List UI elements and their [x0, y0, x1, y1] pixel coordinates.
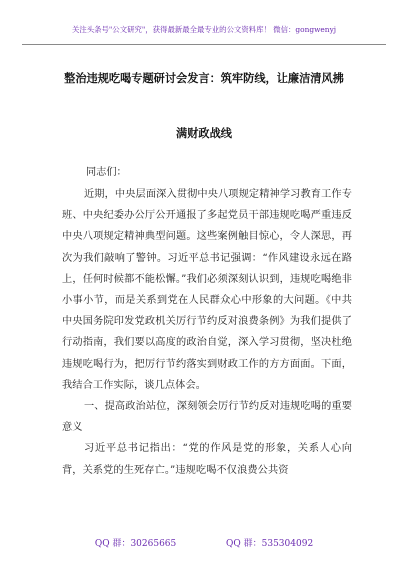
body-paragraph: 习近平总书记指出：“党的作风是党的形象，关系人心向背，关系党的生死存亡。”违规吃喝不仅浪费公共资 — [62, 443, 352, 476]
footer-qq-group-right: QQ 群：535304092 — [226, 539, 314, 549]
body-paragraph: 近期，中央层面深入贯彻中央八项规定精神学习教育工作专班、中央纪委办公厅公开通报了多起党员干部违规吃喝严重违反中央八项规定精神典型问题。这些案例触目惊心，令人深思，再次为我们敲响了警钟。习近平总书记强调：“作风建设永远在路上，任何时候都不能松懈。”我们必须深刻认识到，违规吃喝绝非小事小节，而是关系到党在人民群众心中形象的大问题。《中共中央国务院印发党政机关厉行节约反对浪费条例》为我们提供了行动指南，我们要以高度的政治自觉，深入学习贯彻，坚决杜绝违规吃喝行为，把厉行节约落实到财政工作的方方面面。下面，我结合工作实际，谈几点体会。 — [62, 189, 352, 391]
document-body — [62, 184, 352, 481]
footer-qq-group-left: QQ 群：30265665 — [94, 539, 177, 549]
document-title-line-2: 满财政战线 — [176, 126, 232, 140]
header-banner: 关注头条号"公文研究"，获得最新最全最专业的公文资料库！ 微信：gongwenyj — [71, 25, 337, 34]
header-divider — [22, 44, 386, 45]
page-footer — [0, 536, 408, 549]
salutation: 同志们： — [86, 167, 127, 178]
section-heading: 一、提高政治站位，深刻领会厉行节约反对违规吃喝的重要意义 — [62, 401, 352, 434]
document-title-line-1: 整治违规吃喝专题研讨会发言：筑牢防线，让廉洁清风拂 — [64, 71, 344, 85]
